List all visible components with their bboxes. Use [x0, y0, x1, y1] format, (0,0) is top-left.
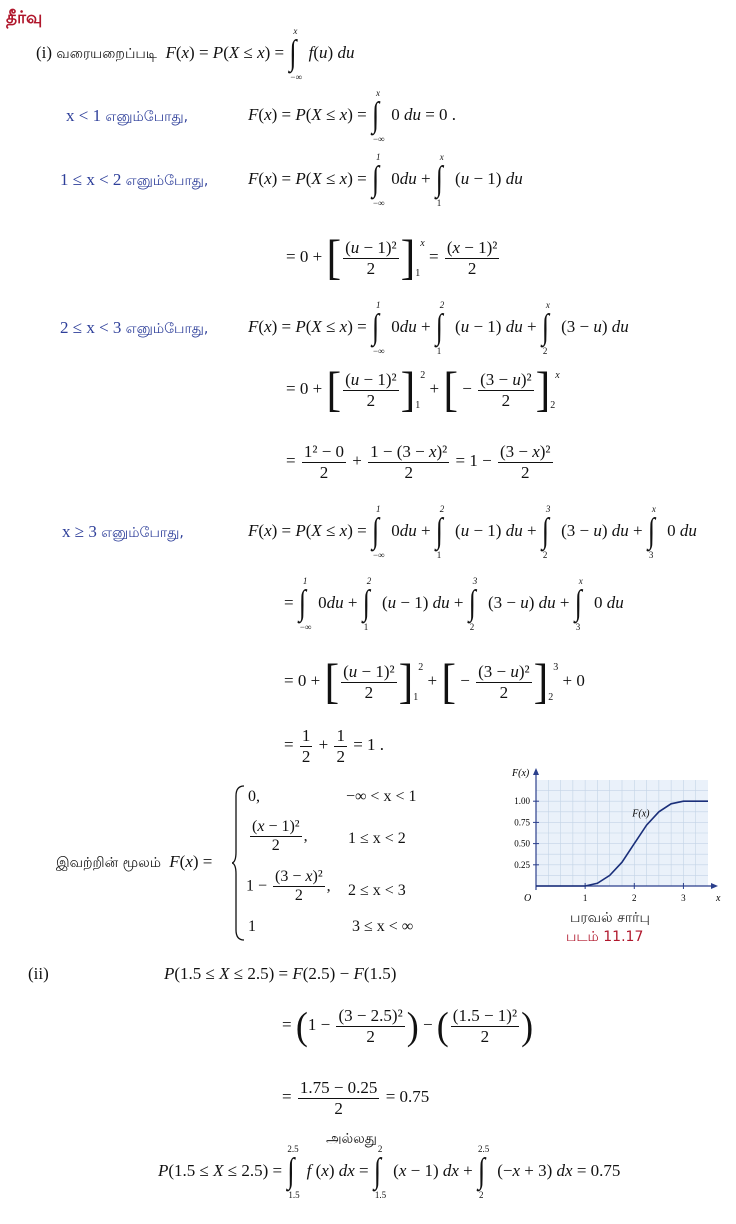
part-i-label: (i) — [36, 42, 53, 62]
case-3-word: எனும்போது, — [125, 321, 209, 337]
piece-2-expr: $\frac{\text{(x − 1)²}}{2}$ , — [252, 818, 308, 855]
solution-heading: தீர்வு — [6, 8, 43, 28]
y-tick-label: 0.50 — [514, 838, 530, 849]
y-tick-label: 0.25 — [514, 859, 530, 870]
piece-1-expr: 0, — [248, 788, 260, 805]
case-4-result: = $\frac{1}{2}$ + $\frac{1}{2}$ = 1 . — [284, 726, 385, 766]
part-ii-label: (ii) — [28, 964, 49, 983]
case-4-step-1: = ∫ 1 −∞ 0du + ∫ 2 1 (u − 1) du + ∫ 3 2 (3 − u) du + ∫ x 3 0 du — [284, 576, 624, 632]
case-4-equation: F(x) = P(X ≤ x) = ∫ 1 −∞ 0du + ∫ 2 1 (u − 1) du + ∫ 3 2 (3 − u) du + ∫ x 3 0 du — [248, 504, 697, 560]
summary-label-row: இவற்றின் மூலம் F(x) = — [56, 852, 213, 871]
case-1-condition — [66, 106, 188, 127]
case-2-cond-text: 1 ≤ x < 2 — [60, 170, 122, 189]
summary-label: இவற்றின் மூலம் — [56, 855, 162, 871]
cdf-chart — [502, 758, 722, 908]
piece-3-cond: 2 ≤ x < 3 — [348, 882, 406, 899]
piece-4-expr: 1 — [248, 918, 256, 935]
case-1-equation: F(x) = P(X ≤ x) = ∫ x −∞ 0 du = 0 . — [248, 88, 457, 144]
definition-line: (i) வரையறைப்படி F(x) = P(X ≤ x) = ∫ x −∞ f(u) du — [36, 26, 355, 82]
case-2-word: எனும்போது, — [125, 173, 209, 189]
case-4-condition — [62, 522, 184, 543]
definition-word: வரையறைப்படி — [56, 45, 157, 62]
figure-caption-title: பரவல் சார்பு — [570, 910, 650, 926]
piece-4-cond: 3 ≤ x < ∞ — [352, 918, 414, 935]
x-tick-label: 2 — [632, 893, 637, 903]
case-4-word: எனும்போது, — [101, 525, 184, 541]
x-axis-arrow — [711, 883, 718, 889]
part-ii-line-2: = (1 − $\frac{\text{(3 − 2.5)²}}{2}$ ) − ( $\frac{\text{(1.5 − 1)²}}{2}$ ) — [282, 1004, 534, 1048]
case-4-cond-text: x ≥ 3 — [62, 522, 97, 541]
y-axis-label: F(x) — [512, 768, 530, 779]
part-ii-line-3: = $\frac{1.75 - 0.25}{2}$ = 0.75 — [282, 1078, 430, 1118]
x-tick-label: 3 — [681, 893, 686, 903]
figure-caption-number: படம் 11.17 — [566, 929, 644, 945]
curve-label: F(x) — [632, 808, 650, 820]
part-ii-line-4: P(1.5 ≤ X ≤ 2.5) = ∫ 2.5 1.5 f (x) dx = ∫ 2 1.5 (x − 1) dx + ∫ 2.5 2 (−x + 3) dx = 0.75 — [158, 1144, 621, 1200]
y-tick-label: 1.00 — [514, 796, 530, 807]
case-3-step: = 0 + [ $\frac{\text{(u − 1)²}}{2}$ ]$_1^2$ + [ − $\frac{\text{(3 − u)²}}{2}$ ]$_2^x$ — [286, 362, 560, 417]
case-3-cond-text: 2 ≤ x < 3 — [60, 318, 122, 337]
case-1-word: எனும்போது, — [105, 109, 189, 125]
case-2-equation: F(x) = P(X ≤ x) = ∫ 1 −∞ 0du + ∫ x 1 (u − 1) du — [248, 152, 523, 208]
x-tick-label: 1 — [582, 893, 588, 903]
case-3-result: = $\frac{\text{1² − 0}}{2}$ + $\frac{\text{1 − (3 − x)²}}{2}$ = 1 − $\frac{\text{(3 − x)²}}{2}$ — [286, 442, 551, 482]
case-2-condition — [60, 170, 208, 191]
part-ii-line-1: P(1.5 ≤ X ≤ 2.5) = F(2.5) − F(1.5) — [164, 964, 397, 983]
case-2-result: = 0 + [ $\frac{\text{(u − 1)²}}{2}$ ]$_1^x$ = $\frac{\text{(x − 1)²}}{2}$ — [286, 230, 498, 285]
piece-2-cond: 1 ≤ x < 2 — [348, 830, 406, 847]
case-1-cond-text: x < 1 — [66, 106, 102, 125]
y-tick-label: 0.75 — [514, 817, 530, 828]
origin-label: O — [524, 893, 532, 904]
piece-1-cond: −∞ < x < 1 — [346, 788, 417, 805]
x-axis-label: x — [716, 893, 721, 904]
case-3-equation: F(x) = P(X ≤ x) = ∫ 1 −∞ 0du + ∫ 2 1 (u − 1) du + ∫ x 2 (3 − u) du — [248, 300, 629, 356]
or-text: அல்லது — [326, 1131, 377, 1147]
piecewise-brace — [232, 784, 246, 942]
case-4-step-2: = 0 + [ $\frac{\text{(u − 1)²}}{2}$ ]$_1^2$ + [ − $\frac{\text{(3 − u)²}}{2}$ ]$_2^3 + 0$ — [284, 654, 585, 709]
y-axis-arrow — [533, 768, 539, 775]
piece-3-expr: 1 − $\frac{\text{(3 − x)²}}{2}$ , — [246, 868, 331, 905]
case-3-condition — [60, 318, 208, 339]
